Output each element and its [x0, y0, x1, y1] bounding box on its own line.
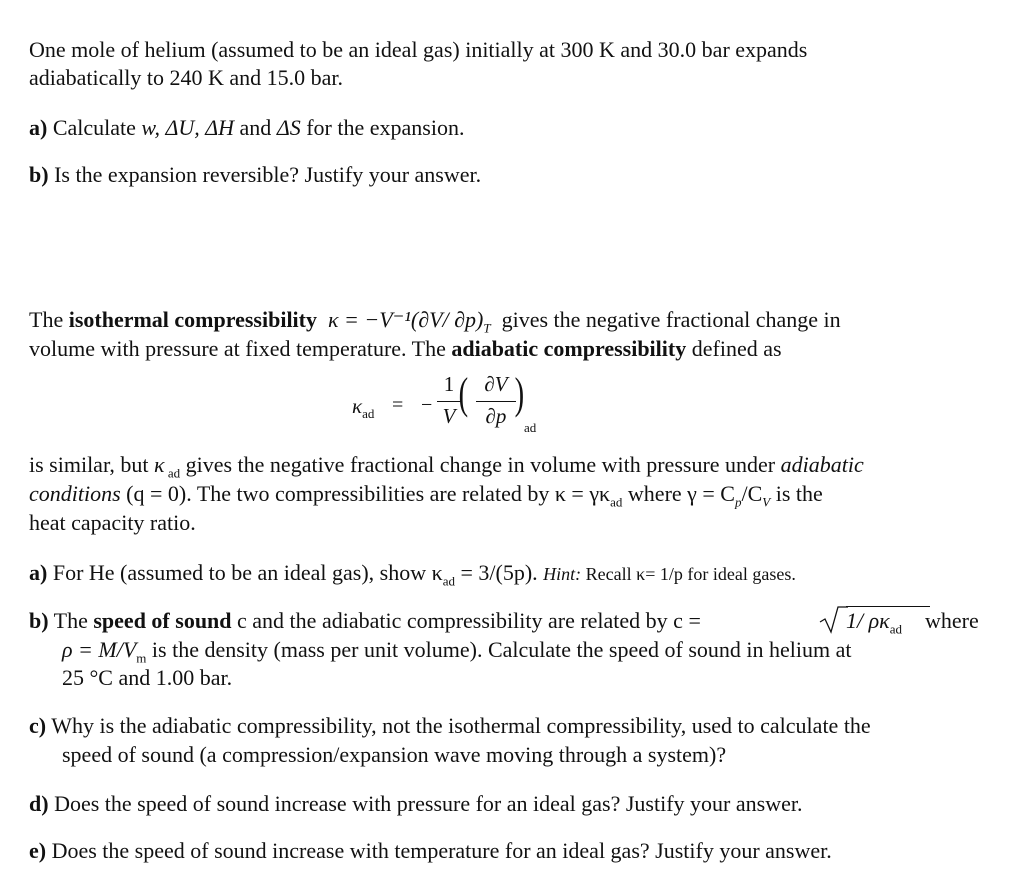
p2-part-c-line1: [29, 711, 871, 740]
p1-a-label: a): [29, 115, 48, 140]
p2-line4-b-sub: ad: [610, 494, 623, 510]
p2-b-text-a: The: [53, 608, 94, 633]
p2-b-label: b): [29, 608, 49, 633]
p2-part-b-line1: [29, 606, 701, 635]
p2-line3-kappa: κ: [154, 452, 165, 477]
p2-isothermal-term: isothermal compressibility: [68, 307, 317, 332]
p2-a-text-b: = 3/(5p).: [455, 560, 544, 585]
p2-part-d: [29, 789, 802, 818]
p2-line2-a: volume with pressure at fixed temperature. The: [29, 336, 452, 361]
p2-part-e: [29, 836, 832, 865]
p2-b-line2-sub: m: [136, 650, 147, 666]
p2-line5: heat capacity ratio.: [29, 510, 196, 535]
p2-b-line2-b: is the density (mass per unit volume). Calculate the speed of sound in helium at: [146, 637, 852, 662]
p2-adiabatic-term: adiabatic compressibility: [451, 336, 687, 361]
p2-line4-c-sub: p: [734, 494, 742, 510]
sqrt-symbol: [818, 604, 848, 634]
p1-intro-line1: One mole of helium (assumed to be an ideal gas) initially at 300 K and 30.0 bar expands: [29, 37, 808, 62]
p2-b-line2-a: ρ = M/V: [62, 637, 137, 662]
p2-line1: [29, 305, 841, 334]
p2-line3-c: adiabatic: [780, 452, 864, 477]
p2-line3-a: is similar, but: [29, 452, 155, 477]
p1-a-vars: w, ΔU, ΔH: [141, 115, 235, 140]
p1-a-s: ΔS: [276, 115, 301, 140]
p1-part-a: [29, 113, 464, 142]
p2-a-text-sub: ad: [442, 573, 455, 589]
p2-b-text-b: c and the adiabatic compressibility are related by c =: [231, 608, 701, 633]
p1-a-post: for the expansion.: [300, 115, 465, 140]
p2-line4-b: (q = 0). The two compressibilities are related by κ = γκ: [120, 481, 611, 506]
p2-the: The: [29, 307, 69, 332]
p2-b-speed-term: speed of sound: [93, 608, 232, 633]
p2-a-label: a): [29, 560, 48, 585]
p2-line4: [29, 479, 823, 508]
p2-kappa-def-sub: T: [483, 320, 491, 336]
p2-line4-a: conditions: [29, 481, 121, 506]
p2-part-a: [29, 558, 796, 589]
p2-a-hint-text: Recall κ= 1/p for ideal gases.: [581, 564, 796, 584]
p2-line2: [29, 334, 782, 363]
p2-c-line1: Why is the adiabatic compressibility, not the isothermal compressibility, used to calculate the: [51, 713, 871, 738]
p2-line4-d: /C: [741, 481, 763, 506]
sqrt-content: 1/ $\rho\kappa_{ad}$: [846, 608, 903, 637]
p2-part-b-line3: 25 °C and 1.00 bar.: [62, 665, 233, 690]
eq-denominator-v: V: [442, 404, 456, 428]
p2-line2-b: defined as: [686, 336, 782, 361]
p2-line4-e: is the: [770, 481, 823, 506]
eq-numerator-one: 1: [443, 372, 455, 396]
eq-partial-p: ∂p: [485, 404, 507, 428]
p2-b-where: where: [925, 608, 979, 633]
p2-part-c-line2: speed of sound (a compression/expansion wave moving through a system)?: [62, 742, 727, 767]
eq-bar-2: [476, 401, 516, 402]
eq-left-paren: (: [458, 369, 469, 418]
p1-a-and: and: [234, 115, 277, 140]
p1-a-pre: Calculate: [52, 115, 142, 140]
eq-lhs: $\kappa_{ad}$: [352, 394, 375, 422]
eq-minus: −: [421, 394, 433, 416]
p1-part-b: [29, 160, 481, 189]
p2-line3-kappa-sub: ad: [164, 465, 181, 481]
p2-d-text: Does the speed of sound increase with pressure for an ideal gas? Justify your answer.: [54, 791, 803, 816]
p2-a-text: For He (assumed to be an ideal gas), show κ: [52, 560, 443, 585]
eq-partial-v: ∂V: [484, 372, 508, 396]
p1-b-text: Is the expansion reversible? Justify your answer.: [54, 162, 482, 187]
p2-a-hint-label: Hint:: [543, 564, 582, 584]
p2-e-label: e): [29, 838, 47, 863]
p2-e-text: Does the speed of sound increase with temperature for an ideal gas? Justify your answer.: [51, 838, 832, 863]
p2-c-label: c): [29, 713, 47, 738]
p2-line1-rest: gives the negative fractional change in: [501, 307, 841, 332]
eq-right-paren: ): [514, 369, 525, 418]
p2-part-b-line2: [62, 635, 852, 664]
p2-d-label: d): [29, 791, 49, 816]
p1-intro-line2: adiabatically to 240 K and 15.0 bar.: [29, 65, 344, 90]
p2-kappa-def: κ = −V⁻¹(∂V/ ∂p): [328, 307, 484, 332]
p2-line3: [29, 450, 864, 479]
p2-line4-c: where γ = C: [622, 481, 735, 506]
eq-bar-1: [437, 401, 461, 402]
eq-equals: =: [392, 394, 404, 416]
p1-b-label: b): [29, 162, 49, 187]
p2-line3-b: gives the negative fractional change in volume with pressure under: [180, 452, 781, 477]
eq-sub-ad: ad: [524, 420, 537, 435]
p2-line4-d-sub: V: [762, 494, 771, 510]
